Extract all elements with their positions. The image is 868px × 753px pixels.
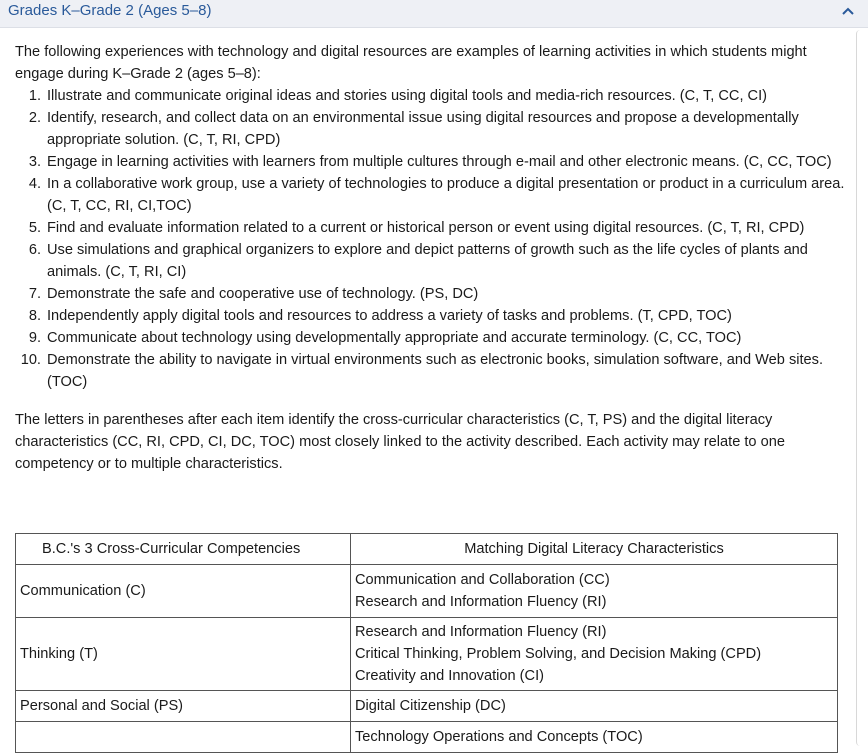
characteristic: Digital Citizenship (DC)	[355, 698, 506, 714]
item-text: Demonstrate the ability to navigate in virtual environments such as electronic books, simulation software, and Web sites. (TOC)	[47, 352, 824, 390]
section-title[interactable]: Grades K–Grade 2 (Ages 5–8)	[8, 2, 212, 19]
chevron-up-icon[interactable]	[842, 3, 854, 21]
note-text: The letters in parentheses after each item identify the cross-curricular characteristics (C, T, PS) and the digital literacy characteristics (CC, RI, CPD, CI, DC, TOC) most closely linked to the activity described. Each activity may relate to one competency or to multiple characteristics.	[15, 412, 785, 472]
item-number: 5.	[28, 220, 41, 236]
item-number: 6.	[28, 242, 41, 258]
item-number: 1.	[28, 88, 41, 104]
list-item	[15, 85, 845, 107]
list-item	[15, 151, 845, 173]
table-row	[16, 618, 838, 691]
table-header-row	[16, 534, 838, 565]
list-item	[15, 173, 845, 217]
list-item	[15, 305, 845, 327]
characteristic: Communication and Collaboration (CC)	[355, 572, 610, 588]
activity-list	[15, 85, 845, 393]
item-text: Communicate about technology using developmentally appropriate and accurate terminology. (C, CC, TOC)	[47, 330, 742, 346]
competency-table	[15, 533, 838, 753]
characteristic: Research and Information Fluency (RI)	[355, 594, 607, 610]
item-text: Use simulations and graphical organizers to explore and depict patterns of growth such as the life cycles of plants and animals. (C, T, RI, CI)	[47, 242, 808, 280]
table-row	[16, 691, 838, 722]
scrollbar-thumb[interactable]	[856, 30, 865, 746]
characteristics-cell	[351, 618, 838, 691]
competency-cell	[16, 722, 351, 753]
competency-cell: Thinking (T)	[16, 618, 351, 691]
item-text: In a collaborative work group, use a variety of technologies to produce a digital presentation or product in a curriculum area. (C, T, CC, RI, CI,TOC)	[47, 176, 845, 214]
item-text: Find and evaluate information related to a current or historical person or event using digital resources. (C, T, RI, CPD)	[47, 220, 805, 236]
item-text: Engage in learning activities with learners from multiple cultures through e-mail and other electronic means. (C, CC, TOC)	[47, 154, 832, 170]
item-number: 2.	[28, 110, 41, 126]
characteristic: Technology Operations and Concepts (TOC)	[355, 729, 643, 745]
table-row	[16, 722, 838, 753]
intro-text: The following experiences with technology and digital resources are examples of learning activities in which students might engage during K–Grade 2 (ages 5–8):	[15, 44, 807, 82]
item-number: 7.	[28, 286, 41, 302]
list-item	[15, 217, 845, 239]
column-header-characteristics: Matching Digital Literacy Characteristics	[351, 534, 838, 565]
characteristics-cell	[351, 565, 838, 618]
item-text: Illustrate and communicate original ideas and stories using digital tools and media-rich resources. (C, T, CC, CI)	[47, 88, 768, 104]
item-number: 4.	[28, 176, 41, 192]
list-item	[15, 283, 845, 305]
characteristics-cell	[351, 722, 838, 753]
item-number: 3.	[28, 154, 41, 170]
item-text: Independently apply digital tools and resources to address a variety of tasks and problems. (T, CPD, TOC)	[47, 308, 732, 324]
item-number: 8.	[28, 308, 41, 324]
competency-cell: Personal and Social (PS)	[16, 691, 351, 722]
characteristic: Research and Information Fluency (RI)	[355, 624, 607, 640]
table-row	[16, 565, 838, 618]
section-header[interactable]	[0, 0, 868, 28]
characteristic: Critical Thinking, Problem Solving, and Decision Making (CPD)	[355, 646, 762, 662]
item-text: Identify, research, and collect data on an environmental issue using digital resources and propose a developmentally appropriate solution. (C, T, RI, CPD)	[47, 110, 799, 148]
list-item	[15, 349, 845, 393]
characteristic: Creativity and Innovation (CI)	[355, 668, 544, 684]
item-text: Demonstrate the safe and cooperative use of technology. (PS, DC)	[47, 286, 479, 302]
item-number: 9.	[28, 330, 41, 346]
list-item	[15, 327, 845, 349]
characteristics-cell	[351, 691, 838, 722]
list-item	[15, 107, 845, 151]
column-header-competencies: B.C.'s 3 Cross-Curricular Competencies	[16, 534, 351, 565]
item-number: 10.	[20, 352, 41, 368]
list-item	[15, 239, 845, 283]
section-content	[15, 41, 845, 475]
competency-cell: Communication (C)	[16, 565, 351, 618]
scrollbar[interactable]	[852, 28, 868, 750]
